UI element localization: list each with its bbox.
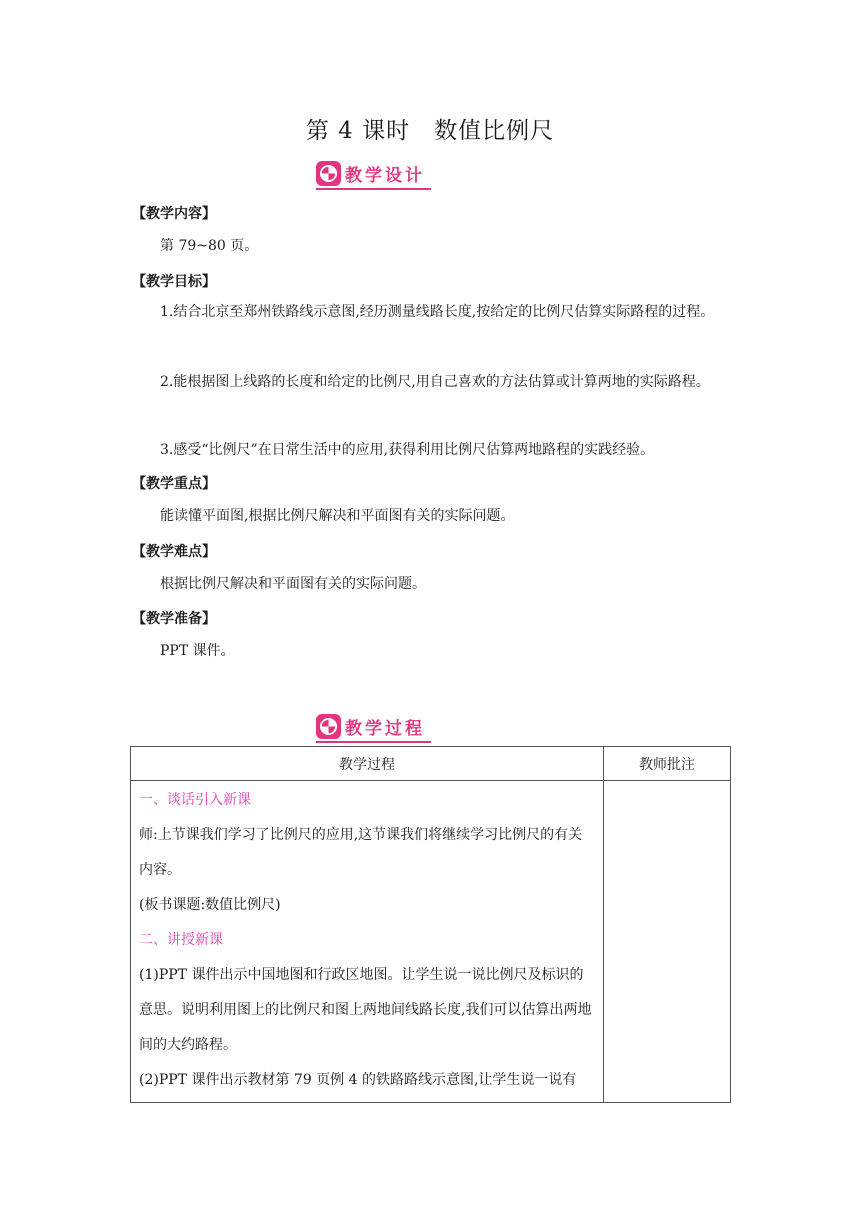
process-paragraph: 师:上节课我们学习了比例尺的应用,这节课我们将继续学习比例尺的有关内容。 [139, 827, 583, 878]
teaching-design-badge [316, 160, 425, 186]
header-notes: 教师批注 [604, 747, 731, 781]
process-paragraph: (板书课题:数值比例尺) [139, 897, 281, 913]
key-text: 能读懂平面图,根据比例尺解决和平面图有关的实际问题。 [160, 508, 515, 524]
process-paragraph: (2)PPT 课件出示教材第 79 页例 4 的铁路路线示意图,让学生说一说有 [139, 1072, 577, 1088]
step-heading-2: 二、讲授新课 [139, 932, 223, 948]
goal-2: 2.能根据图上线路的长度和给定的比例尺,用自己喜欢的方法估算或计算两地的实际路程。 [160, 374, 710, 390]
page-title: 第 4 课时 数值比例尺 [305, 118, 555, 144]
badge-label: 教学设计 [345, 165, 425, 186]
difficulty-heading: 【教学难点】 [132, 544, 216, 560]
teaching-process-badge [316, 713, 425, 739]
table-header-row [131, 747, 731, 781]
swirl-logo-icon [316, 714, 341, 739]
preparation-text: PPT 课件。 [160, 643, 235, 659]
swirl-logo-icon [316, 161, 341, 186]
process-paragraph: (1)PPT 课件出示中国地图和行政区地图。让学生说一说比例尺及标识的意思。说明利用图上的比例尺和图上两地间线路长度,我们可以估算出两地间的大约路程。 [139, 967, 592, 1053]
step-heading-1: 一、谈话引入新课 [139, 792, 251, 808]
badge-label: 教学过程 [345, 718, 425, 739]
goal-3: 3.感受“比例尺”在日常生活中的应用,获得利用比例尺估算两地路程的实践经验。 [160, 442, 655, 458]
process-cell [131, 781, 604, 1103]
notes-cell[interactable] [604, 781, 731, 1103]
goal-1: 1.结合北京至郑州铁路线示意图,经历测量线路长度,按给定的比例尺估算实际路程的过程。 [160, 304, 715, 320]
content-text: 第 79~80 页。 [160, 238, 259, 254]
difficulty-text: 根据比例尺解决和平面图有关的实际问题。 [160, 576, 426, 592]
table-row [131, 781, 731, 1103]
key-heading: 【教学重点】 [132, 476, 216, 492]
preparation-heading: 【教学准备】 [132, 611, 216, 627]
goals-heading: 【教学目标】 [132, 274, 216, 290]
content-heading: 【教学内容】 [132, 206, 216, 222]
header-process: 教学过程 [131, 747, 604, 781]
process-table [130, 746, 731, 1103]
